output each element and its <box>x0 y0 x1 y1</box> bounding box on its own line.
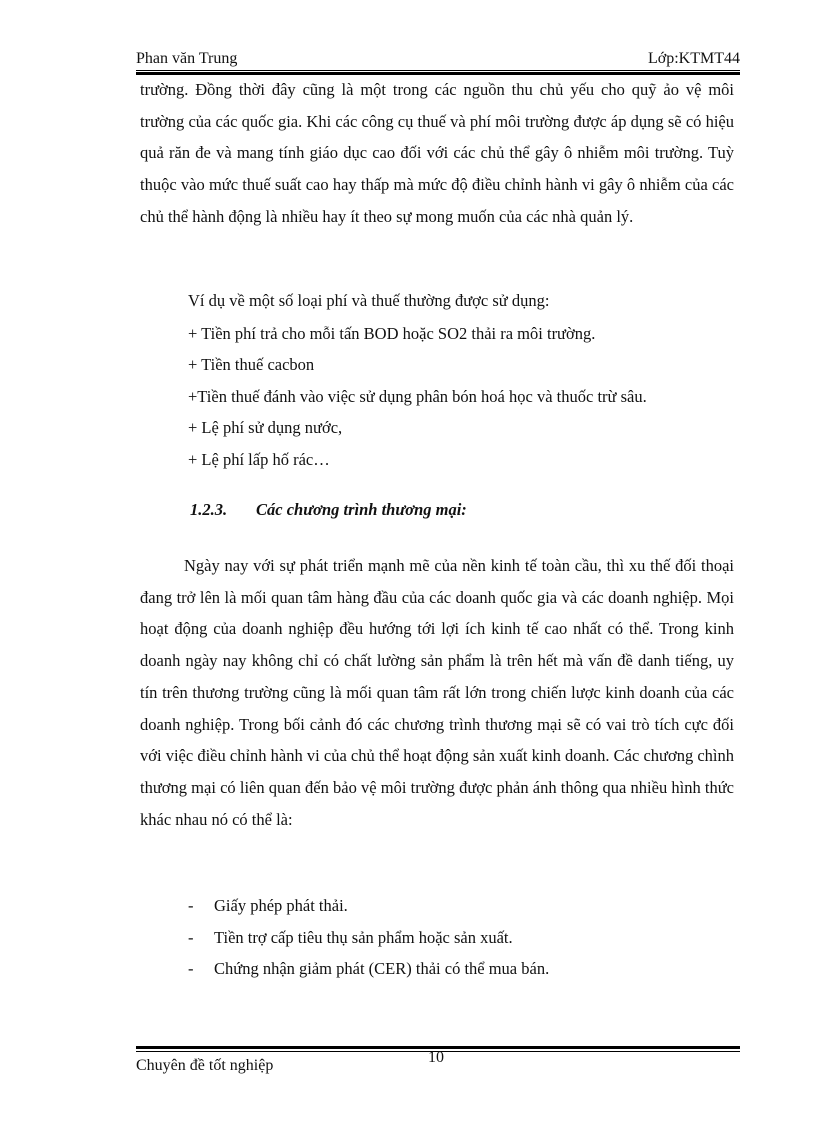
footer-title: Chuyên đề tốt nghiệp <box>136 1057 274 1074</box>
dash-marker: - <box>188 959 194 979</box>
dash-marker: - <box>188 927 194 947</box>
dash-item-text: Chứng nhận giảm phát (CER) thải có thể mua bán. <box>214 959 550 979</box>
header-author: Phan văn Trung <box>136 50 238 67</box>
list-item: + Tiền thuế cacbon <box>188 355 315 375</box>
page-header <box>136 50 740 72</box>
examples-intro: Ví dụ về một số loại phí và thuế thường được sử dụng: <box>188 291 550 310</box>
dash-item-text: Giấy phép phát thải. <box>214 896 348 915</box>
list-item: +Tiền thuế đánh vào việc sử dụng phân bón hoá học và thuốc trừ sâu. <box>188 386 647 406</box>
list-item <box>188 922 734 954</box>
list-item: + Lệ phí lấp hố rác… <box>188 449 330 469</box>
header-class: Lớp:KTMT44 <box>647 50 740 67</box>
list-item <box>188 953 734 985</box>
section-heading <box>190 500 467 520</box>
examples-list <box>188 318 734 475</box>
paragraph-trade-programs: Ngày nay với sự phát triển mạnh mẽ của nền kinh tế toàn cầu, thì xu thế đối thoại đang trở lên là mối quan tâm hàng đầu của các doanh quốc gia và các doanh nghiệp. Mọi hoạt động của doanh nghiệp đều hướng tới lợi ích kinh tế cao nhất có thể. Trong kinh doanh ngày nay không chỉ có chất lường sản phẩm là trên hết mà vấn đề danh tiếng, uy tín trên thương trường cũng là mối quan tâm rất lớn trong chiến lược kinh doanh của các doanh nghiệp. Trong bối cảnh đó các chương trình thương mại sẽ có vai trò tích cực đối với việc điều chỉnh hành vi của chủ thể hoạt động sản xuất kinh doanh. Các chương chình thương mại có liên quan đến bảo vệ môi trường được phản ánh thông qua nhiều hình thức khác nhau nó có thể là: <box>140 556 734 829</box>
section-title: Các chương trình thương mại: <box>256 500 467 519</box>
section-number: 1.2.3. <box>190 500 228 519</box>
header-rule-thin <box>136 70 740 71</box>
list-item: + Lệ phí sử dụng nước, <box>188 418 343 438</box>
dash-list <box>188 890 734 985</box>
page-number: 10 <box>428 1049 444 1066</box>
list-item <box>188 890 734 922</box>
list-item: + Tiền phí trả cho mỗi tấn BOD hoặc SO2 thải ra môi trường. <box>188 324 596 343</box>
dash-marker: - <box>188 896 194 915</box>
paragraph-taxes-effect: trường. Đồng thời đây cũng là một trong các nguồn thu chủ yếu cho quỹ ảo vệ môi trường của các quốc gia. Khi các công cụ thuế và phí môi trường được áp dụng sẽ có hiệu quả răn đe và mang tính giáo dục cao đối với các chủ thể gây ô nhiễm môi trường. Tuỳ thuộc vào mức thuế suất cao hay thấp mà mức độ điều chỉnh hành vi gây ô nhiễm của các chủ thể hành động là nhiều hay ít theo sự mong muốn của các nhà quản lý. <box>140 80 734 226</box>
dash-item-text: Tiền trợ cấp tiêu thụ sản phẩm hoặc sản xuất. <box>214 927 513 947</box>
